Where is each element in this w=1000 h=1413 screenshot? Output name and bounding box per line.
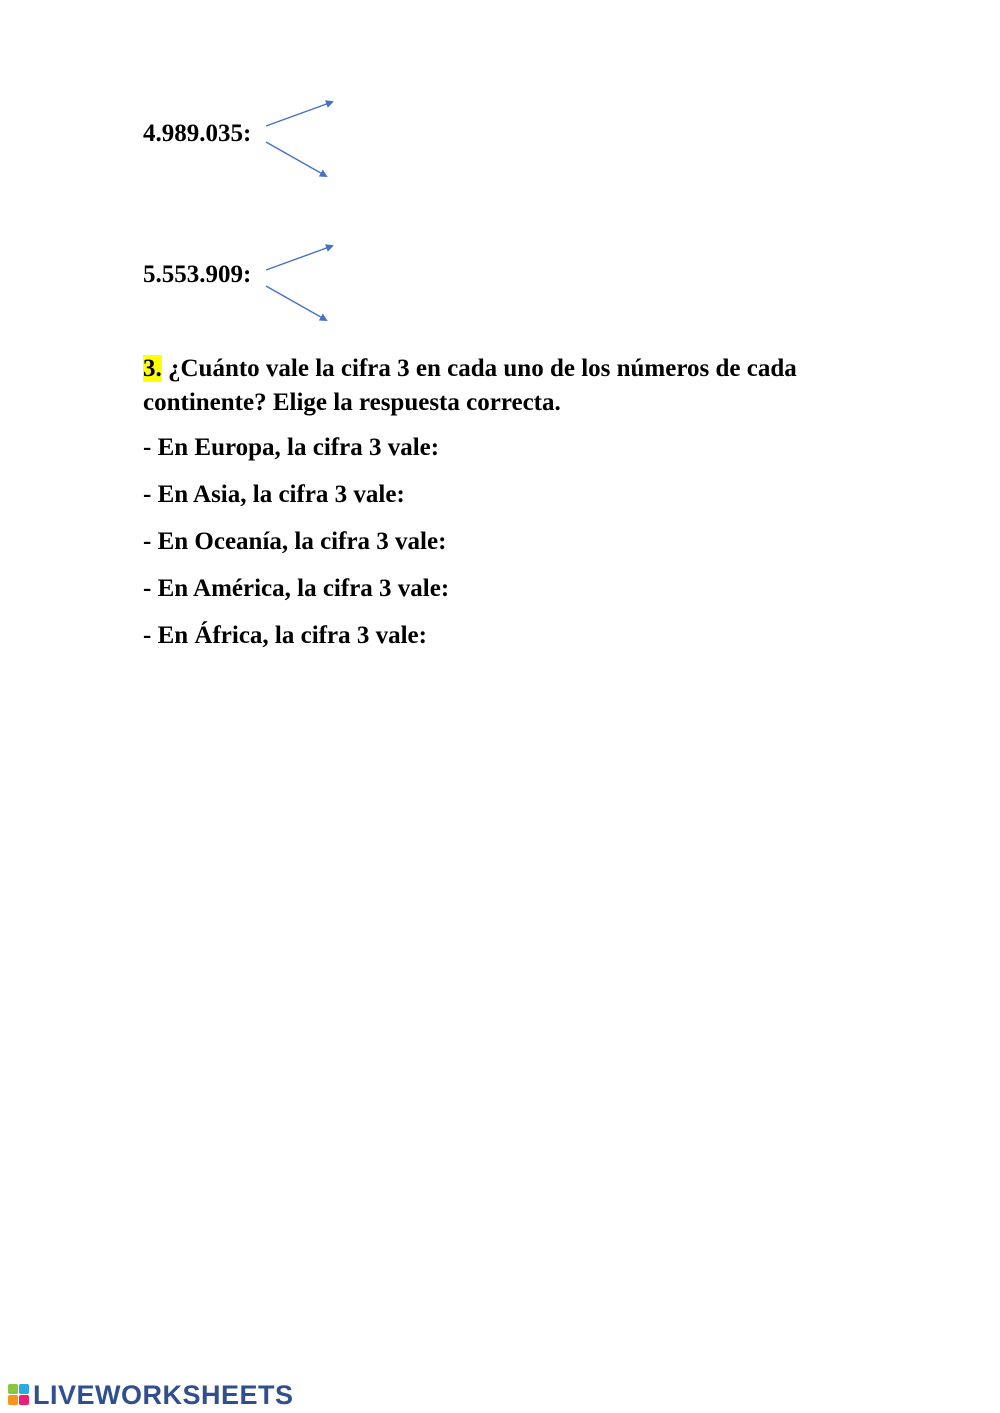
answer-line-africa: - En África, la cifra 3 vale: — [143, 622, 427, 649]
split-arrows-2 — [262, 238, 342, 328]
question-text: ¿Cuánto vale la cifra 3 en cada uno de los números de cada continente? Elige la respuesta correcta. — [143, 355, 797, 416]
question-number: 3. — [143, 355, 162, 382]
arrow-up-1 — [266, 102, 332, 126]
liveworksheets-logo — [8, 1380, 294, 1410]
answer-line-oceania: - En Oceanía, la cifra 3 vale: — [143, 528, 447, 555]
arrow-down-1 — [266, 142, 326, 176]
arrow-up-2 — [266, 246, 332, 270]
split-arrows-1 — [262, 94, 342, 184]
answer-lines — [143, 433, 883, 668]
answer-line-asia: - En Asia, la cifra 3 vale: — [143, 481, 405, 508]
logo-mark-icon — [8, 1384, 30, 1406]
number-label-1: 4.989.035: — [143, 120, 252, 147]
question-3 — [143, 352, 883, 420]
logo-text: LIVEWORKSHEETS — [33, 1380, 294, 1410]
answer-line-america: - En América, la cifra 3 vale: — [143, 575, 450, 602]
arrow-down-2 — [266, 286, 326, 320]
number-label-2: 5.553.909: — [143, 261, 252, 288]
answer-line-europa: - En Europa, la cifra 3 vale: — [143, 434, 440, 461]
